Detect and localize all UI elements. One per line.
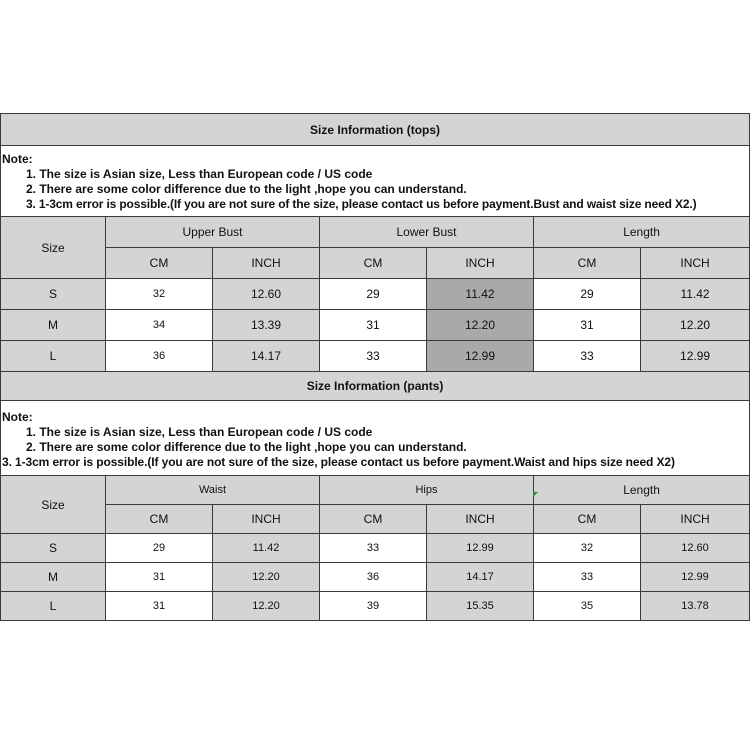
tops-unit-inch: INCH — [427, 248, 534, 279]
value-cell: 36 — [320, 563, 427, 592]
pants-title: Size Information (pants) — [1, 372, 750, 401]
pants-note-2: 2. There are some color difference due to the light ,hope you can understand. — [26, 440, 467, 454]
tops-unit-cm: CM — [320, 248, 427, 279]
tops-unit-cm: CM — [534, 248, 641, 279]
table-row — [1, 563, 750, 592]
value-cell: 29 — [106, 534, 213, 563]
value-cell: 11.42 — [641, 279, 750, 310]
tops-group-length: Length — [534, 217, 750, 248]
tops-note-heading: Note: — [2, 152, 33, 166]
tops-notes — [1, 146, 750, 217]
pants-unit-cm: CM — [534, 505, 641, 534]
value-cell: 14.17 — [427, 563, 534, 592]
size-cell: S — [1, 279, 106, 310]
table-row — [1, 341, 750, 372]
value-cell: 12.99 — [641, 563, 750, 592]
value-cell: 33 — [534, 341, 641, 372]
value-cell: 11.42 — [427, 279, 534, 310]
pants-note-1: 1. The size is Asian size, Less than European code / US code — [26, 425, 373, 439]
pants-note-heading: Note: — [2, 410, 33, 424]
tops-size-table — [0, 113, 750, 372]
value-cell: 33 — [320, 534, 427, 563]
tops-group-lower-bust: Lower Bust — [320, 217, 534, 248]
pants-notes — [1, 401, 750, 476]
tops-unit-inch: INCH — [213, 248, 320, 279]
pants-group-length: Length — [534, 476, 750, 505]
tops-unit-cm: CM — [106, 248, 213, 279]
value-cell: 31 — [106, 563, 213, 592]
size-chart-sheet — [0, 113, 749, 621]
value-cell: 39 — [320, 592, 427, 621]
size-cell: L — [1, 592, 106, 621]
table-row — [1, 592, 750, 621]
pants-unit-cm: CM — [320, 505, 427, 534]
value-cell: 29 — [534, 279, 641, 310]
value-cell: 12.60 — [213, 279, 320, 310]
value-cell: 12.20 — [213, 563, 320, 592]
pants-unit-inch: INCH — [213, 505, 320, 534]
tops-note-1: 1. The size is Asian size, Less than European code / US code — [26, 167, 373, 181]
tops-note-2: 2. There are some color difference due to the light ,hope you can understand. — [26, 182, 467, 196]
value-cell: 12.20 — [427, 310, 534, 341]
value-cell: 31 — [106, 592, 213, 621]
table-row — [1, 310, 750, 341]
tops-note-3: 3. 1-3cm error is possible.(If you are not sure of the size, please contact us before payment.Bust and waist size need X2.) — [26, 197, 697, 211]
value-cell: 31 — [534, 310, 641, 341]
value-cell: 36 — [106, 341, 213, 372]
value-cell: 32 — [534, 534, 641, 563]
pants-note-3: 3. 1-3cm error is possible.(If you are not sure of the size, please contact us before payment.Waist and hips size need X2) — [2, 455, 675, 469]
size-cell: M — [1, 563, 106, 592]
value-cell: 32 — [106, 279, 213, 310]
value-cell: 34 — [106, 310, 213, 341]
size-cell: S — [1, 534, 106, 563]
tops-group-upper-bust: Upper Bust — [106, 217, 320, 248]
size-cell: L — [1, 341, 106, 372]
value-cell: 35 — [534, 592, 641, 621]
pants-unit-inch: INCH — [641, 505, 750, 534]
tops-size-header: Size — [1, 217, 106, 279]
value-cell: 31 — [320, 310, 427, 341]
table-row — [1, 534, 750, 563]
value-cell: 12.99 — [641, 341, 750, 372]
value-cell: 29 — [320, 279, 427, 310]
value-cell: 12.20 — [213, 592, 320, 621]
value-cell: 13.78 — [641, 592, 750, 621]
value-cell: 11.42 — [213, 534, 320, 563]
pants-unit-cm: CM — [106, 505, 213, 534]
value-cell: 13.39 — [213, 310, 320, 341]
value-cell: 12.20 — [641, 310, 750, 341]
pants-size-header: Size — [1, 476, 106, 534]
table-row — [1, 279, 750, 310]
value-cell: 12.60 — [641, 534, 750, 563]
pants-group-hips: Hips — [320, 476, 534, 505]
cell-comment-marker — [533, 492, 538, 497]
tops-unit-inch: INCH — [641, 248, 750, 279]
value-cell: 15.35 — [427, 592, 534, 621]
value-cell: 12.99 — [427, 534, 534, 563]
value-cell: 14.17 — [213, 341, 320, 372]
value-cell: 12.99 — [427, 341, 534, 372]
pants-group-waist: Waist — [106, 476, 320, 505]
value-cell: 33 — [534, 563, 641, 592]
pants-unit-inch: INCH — [427, 505, 534, 534]
size-cell: M — [1, 310, 106, 341]
pants-size-table — [0, 372, 750, 621]
value-cell: 33 — [320, 341, 427, 372]
tops-title: Size Information (tops) — [1, 114, 750, 146]
